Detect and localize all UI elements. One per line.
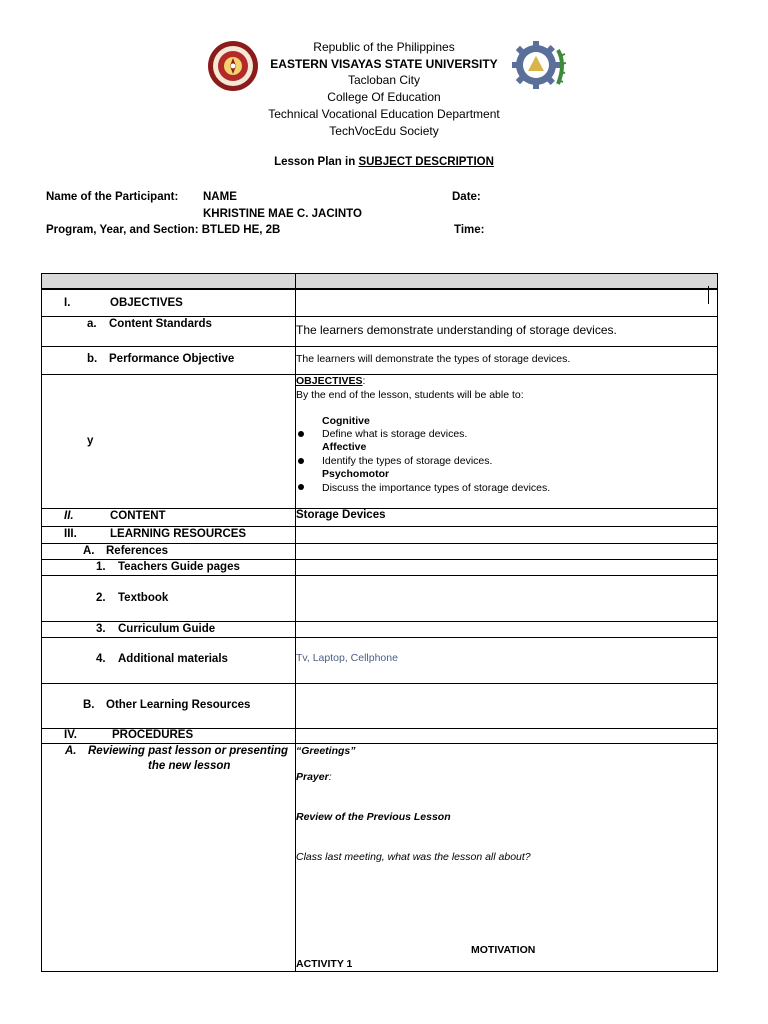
row-line [41, 316, 718, 317]
participant-label: Name of the Participant: [46, 191, 179, 203]
date-label: Date: [452, 191, 481, 203]
objectives-number: I. [64, 297, 71, 309]
psychomotor-item: Discuss the importance types of storage devices. [322, 482, 551, 494]
reviewing-label-line1: Reviewing past lesson or presenting [88, 745, 289, 757]
header-line-department: Technical Vocational Education Department [268, 106, 500, 121]
header-line-republic: Republic of the Philippines [313, 40, 455, 54]
table-header-row [41, 273, 718, 289]
procedures-number: IV. [64, 729, 78, 741]
curriculum-guide-number: 3. [96, 623, 106, 635]
textbook-label: Textbook [118, 592, 169, 604]
row-line [41, 621, 718, 622]
row-line [41, 374, 718, 375]
bullet-icon [298, 484, 304, 490]
curriculum-guide-label: Curriculum Guide [118, 623, 216, 635]
header-line-university: EASTERN VISAYAS STATE UNIVERSITY [270, 56, 498, 71]
time-label: Time: [454, 224, 485, 236]
row-line [41, 543, 718, 544]
table-border-bottom [41, 971, 718, 972]
bullet-icon [298, 431, 304, 437]
teachers-guide-number: 1. [96, 561, 106, 573]
additional-materials-number: 4. [96, 653, 106, 665]
learning-resources-label: LEARNING RESOURCES [110, 528, 247, 540]
performance-objective-value: The learners will demonstrate the types of storage devices. [296, 353, 571, 365]
lesson-plan-title [0, 156, 768, 168]
content-value: Storage Devices [296, 509, 386, 521]
program-label: Program, Year, and Section: BTLED HE, 2B [46, 224, 281, 236]
performance-objective-label: Performance Objective [109, 353, 235, 365]
teachers-guide-label: Teachers Guide pages [118, 561, 240, 573]
prayer-colon: : [328, 771, 332, 783]
objectives-heading-text: OBJECTIVES [296, 375, 363, 387]
other-resources-number: B. [83, 699, 95, 711]
content-standards-number: a. [87, 318, 97, 330]
objectives-label: OBJECTIVES [110, 297, 183, 309]
reviewing-number: A. [65, 745, 77, 757]
row-line [41, 743, 718, 744]
activity-heading: ACTIVITY 1 [296, 958, 353, 970]
row-line [41, 575, 718, 576]
institution-header [0, 39, 768, 139]
row-line [41, 346, 718, 347]
reviewing-label-line2: the new lesson [148, 760, 231, 772]
greetings-text: “Greetings” [296, 745, 356, 757]
participant-name-label: NAME [203, 191, 237, 203]
additional-materials-value: Tv, Laptop, Cellphone [296, 652, 398, 664]
row-line [41, 559, 718, 560]
participant-name: KHRISTINE MAE C. JACINTO [203, 208, 362, 220]
prayer-label: Prayer [296, 771, 329, 783]
references-number: A. [83, 545, 95, 557]
motivation-heading: MOTIVATION [471, 944, 536, 956]
header-line-college: College Of Education [327, 90, 441, 105]
subject-description: SUBJECT DESCRIPTION [358, 156, 494, 168]
row-line [41, 289, 718, 290]
performance-objective-number: b. [87, 353, 98, 365]
bullet-icon [298, 458, 304, 464]
textbook-number: 2. [96, 592, 106, 604]
affective-label: Affective [322, 441, 367, 453]
content-standards-value: The learners demonstrate understanding of storage devices. [296, 323, 617, 337]
objectives-heading-colon: : [362, 375, 366, 387]
header-line-society: TechVocEdu Society [329, 123, 439, 138]
prayer-text [296, 771, 332, 783]
text-cursor [708, 286, 709, 304]
psychomotor-label: Psychomotor [322, 468, 390, 480]
objectives-heading [296, 375, 365, 387]
cognitive-item: Define what is storage devices. [322, 428, 468, 440]
objectives-intro: By the end of the lesson, students will be able to: [296, 389, 524, 401]
other-resources-label: Other Learning Resources [106, 699, 251, 711]
row-line [41, 683, 718, 684]
content-standards-label: Content Standards [109, 318, 212, 330]
row-line [41, 637, 718, 638]
table-border-left [41, 273, 42, 972]
procedures-label: PROCEDURES [112, 729, 194, 741]
learning-resources-number: III. [64, 528, 77, 540]
review-question: Class last meeting, what was the lesson all about? [296, 851, 531, 863]
cognitive-label: Cognitive [322, 415, 370, 427]
content-label: CONTENT [110, 510, 166, 522]
lesson-plan-title-prefix: Lesson Plan in [274, 156, 359, 168]
header-line-city: Tacloban City [347, 73, 421, 88]
review-heading: Review of the Previous Lesson [296, 811, 451, 823]
objectives-left-character: y [87, 435, 94, 447]
table-border-right [717, 273, 718, 972]
additional-materials-label: Additional materials [118, 653, 228, 665]
affective-item: Identify the types of storage devices. [322, 455, 493, 467]
content-number: II. [64, 510, 74, 522]
row-line [41, 526, 718, 527]
references-label: References [106, 545, 169, 557]
